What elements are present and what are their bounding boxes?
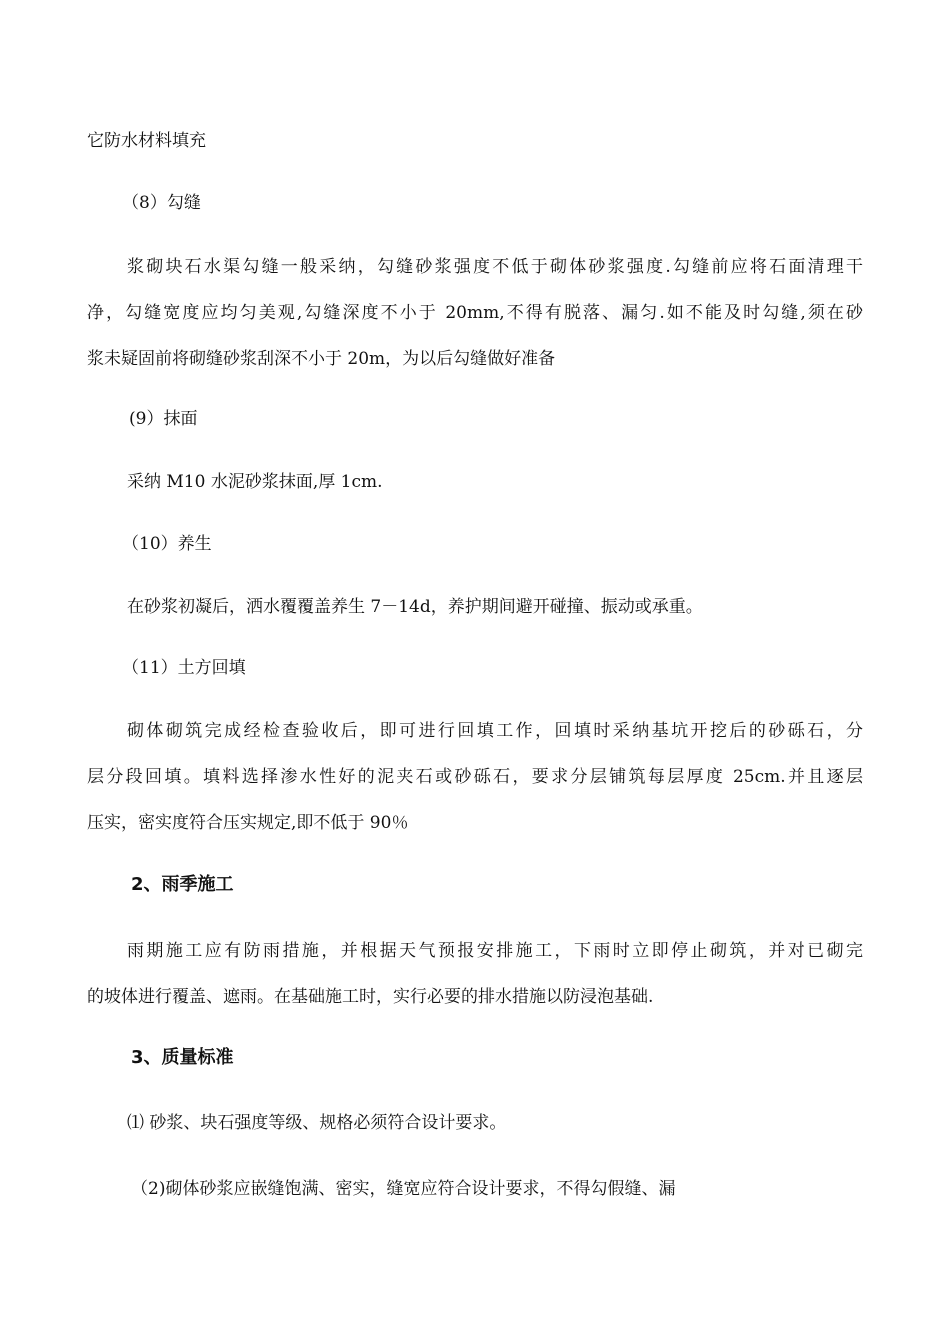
section-heading: 3、质量标准	[131, 1047, 234, 1068]
body-text-line: ⑴ 砂浆、块石强度等级、规格必须符合设计要求。	[127, 1113, 507, 1133]
body-text-line: 净，勾缝宽度应均匀美观,勾缝深度不小于 20mm,不得有脱落、漏匀.如不能及时勾缝,须在砂	[87, 303, 863, 323]
subsection-heading: （10）养生	[122, 534, 212, 554]
body-text-line: 的坡体进行覆盖、遮雨。在基础施工时，实行必要的排水措施以防浸泡基础.	[87, 987, 654, 1007]
body-text-line: 采纳 M10 水泥砂浆抹面,厚 1cm.	[127, 472, 383, 492]
subsection-heading: (9）抹面	[129, 409, 198, 429]
body-text-line: （2)砌体砂浆应嵌缝饱满、密实，缝宽应符合设计要求，不得勾假缝、漏	[131, 1179, 676, 1199]
body-text-line: 雨期施工应有防雨措施，并根据天气预报安排施工，下雨时立即停止砌筑，并对已砌完	[127, 941, 863, 961]
body-text-line: 砌体砌筑完成经检查验收后，即可进行回填工作，回填时采纳基坑开挖后的砂砾石，分	[127, 721, 863, 741]
body-text-line: 浆砌块石水渠勾缝一般采纳，勾缝砂浆强度不低于砌体砂浆强度.勾缝前应将石面清理干	[127, 257, 863, 277]
subsection-heading: （11）土方回填	[122, 658, 246, 678]
body-text-line: 在砂浆初凝后，洒水覆覆盖养生 7－14d，养护期间避开碰撞、振动或承重。	[127, 597, 703, 617]
section-heading: 2、雨季施工	[131, 874, 234, 895]
body-text-line: 压实，密实度符合压实规定,即不低于 90％	[87, 813, 409, 833]
body-text-line: 层分段回填。填料选择渗水性好的泥夹石或砂砾石，要求分层铺筑每层厚度 25cm.并且逐层	[87, 767, 863, 787]
body-text-line: 浆未疑固前将砌缝砂浆刮深不小于 20m，为以后勾缝做好准备	[87, 349, 556, 369]
subsection-heading: （8）勾缝	[122, 193, 201, 213]
body-text-line: 它防水材料填充	[87, 131, 206, 151]
